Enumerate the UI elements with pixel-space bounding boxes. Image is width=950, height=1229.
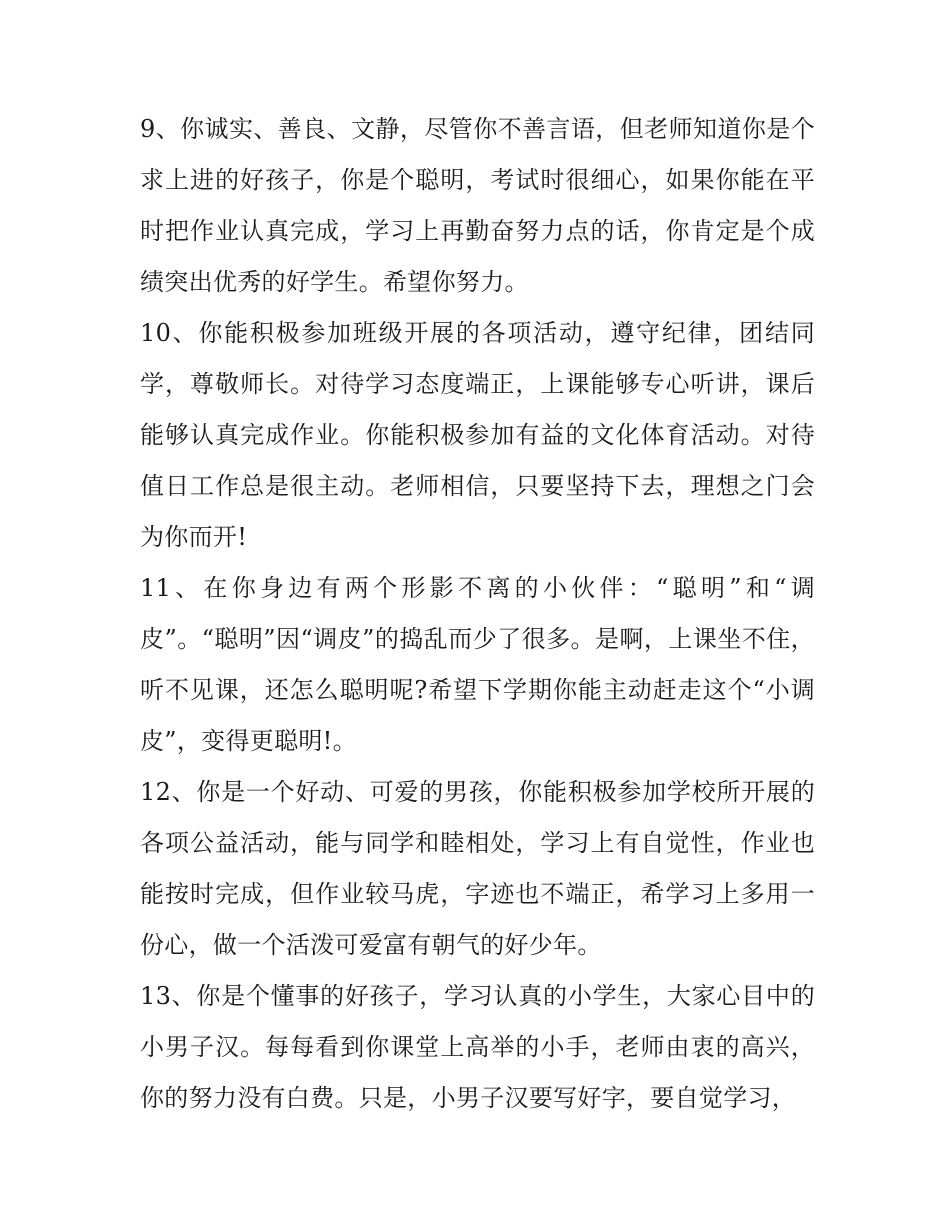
comment-paragraph-9: 9、你诚实、善良、文静，尽管你不善言语，但老师知道你是个求上进的好孩子，你是个聪明，考试时很细心，如果你能在平时把作业认真完成，学习上再勤奋努力点的话，你肯定是个成绩突出优秀的好学生。希望你努力。 [140,115,815,296]
comment-paragraph-13: 13、你是个懂事的好孩子，学习认真的小学生，大家心目中的小男子汉。每每看到你课堂上高举的小手，老师由衷的高兴，你的努力没有白费。只是，小男子汉要写好字，要自觉学习， [140,982,815,1112]
comment-paragraph-11: 11、在你身边有两个形影不离的小伙伴：“聪明”和“调皮”。“聪明”因“调皮”的捣乱而少了很多。是啊，上课坐不住，听不见课，还怎么聪明呢?希望下学期你能主动赶走这个“小调皮”，变得更聪明!。 [140,574,815,755]
comment-paragraph-10: 10、你能积极参加班级开展的各项活动，遵守纪律，团结同学，尊敬师长。对待学习态度端正，上课能够专心听讲，课后能够认真完成作业。你能积极参加有益的文化体育活动。对待值日工作总是很主动。老师相信，只要坚持下去，理想之门会为你而开! [140,319,815,551]
comment-paragraph-12: 12、你是一个好动、可爱的男孩，你能积极参加学校所开展的各项公益活动，能与同学和睦相处，学习上有自觉性，作业也能按时完成，但作业较马虎，字迹也不端正，希学习上多用一份心，做一个活泼可爱富有朝气的好少年。 [140,778,815,959]
document-body [140,104,815,1124]
